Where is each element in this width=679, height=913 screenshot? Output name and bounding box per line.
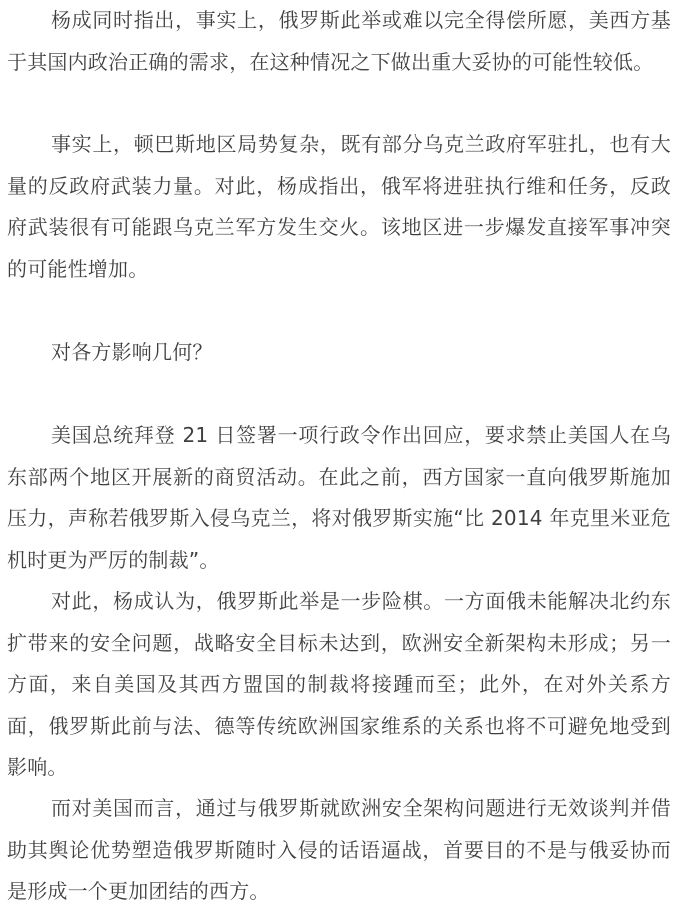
paragraph: 对此，杨成认为，俄罗斯此举是一步险棋。一方面俄未能解决北约东扩带来的安全问题，战略安全目标未达到，欧洲安全新架构未形成；另一方面，来自美国及其西方盟国的制裁将接踵而至；此外，在对外关系方面，俄罗斯此前与法、德等传统欧洲国家维系的关系也将不可避免地受到影响。 [7, 589, 671, 779]
section-heading: 对各方影响几何？ [51, 340, 213, 364]
paragraph: 杨成同时指出，事实上，俄罗斯此举或难以完全得偿所愿，美西方基于其国内政治正确的需求，在这种情况之下做出重大妥协的可能性较低。 [7, 8, 671, 74]
paragraph: 事实上，顿巴斯地区局势复杂，既有部分乌克兰政府军驻扎，也有大量的反政府武装力量。对此，杨成指出，俄军将进驻执行维和任务，反政府武装很有可能跟乌克兰军方发生交火。该地区进一步爆发直接军事冲突的可能性增加。 [7, 132, 671, 281]
paragraph: 美国总统拜登 21 日签署一项行政令作出回应，要求禁止美国人在乌东部两个地区开展新的商贸活动。在此之前，西方国家一直向俄罗斯施加压力，声称若俄罗斯入侵乌克兰，将对俄罗斯实施“比 2014 年克里米亚危机时更为严厉的制裁”。 [7, 423, 671, 572]
paragraph: 而对美国而言，通过与俄罗斯就欧洲安全架构问题进行无效谈判并借助其舆论优势塑造俄罗斯随时入侵的话语逼战，首要目的不是与俄妥协而是形成一个更加团结的西方。 [7, 796, 671, 903]
